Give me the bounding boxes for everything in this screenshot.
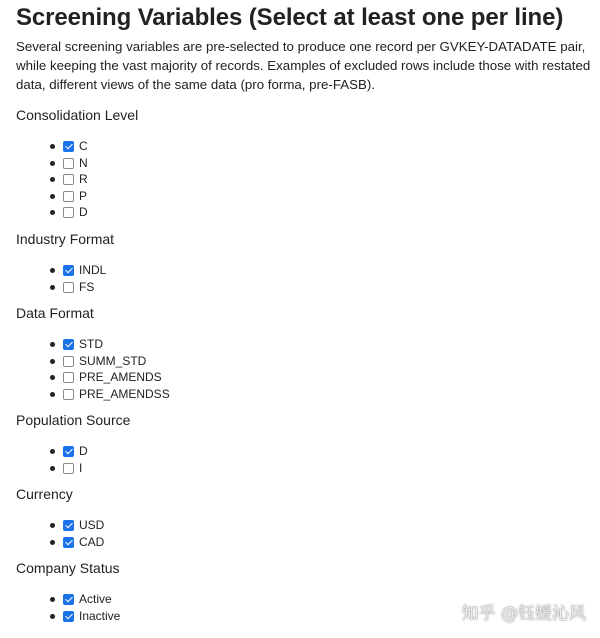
checkmark-icon (65, 611, 73, 619)
bullet-icon (50, 523, 55, 528)
checkbox-icon[interactable] (63, 611, 74, 622)
checkbox-icon[interactable] (63, 191, 74, 202)
checkbox-icon[interactable] (63, 389, 74, 400)
option-item-c[interactable] (0, 138, 88, 155)
checkbox-icon[interactable] (63, 207, 74, 218)
option-item-r[interactable] (0, 171, 88, 188)
option-item-d[interactable] (0, 204, 88, 221)
checkbox-icon[interactable] (63, 520, 74, 531)
option-list-population-source (0, 443, 88, 476)
intro-paragraph: Several screening variables are pre-selected to produce one record per GVKEY-DATADATE pair, while keeping the vast majority of records. Examples of excluded rows include those with restated data, different views of the same data (pro forma, pre-FASB). (16, 39, 591, 92)
section-heading-consolidation-level: Consolidation Level (16, 107, 139, 123)
bullet-icon (50, 268, 55, 273)
checkbox-icon[interactable] (63, 594, 74, 605)
option-list-company-status (0, 591, 121, 624)
checkmark-icon (65, 595, 73, 603)
option-label: USD (79, 518, 105, 532)
checkbox-icon[interactable] (63, 537, 74, 548)
checkmark-icon (65, 340, 73, 348)
bullet-icon (50, 359, 55, 364)
checkmark-icon (65, 266, 73, 274)
checkbox-icon[interactable] (63, 463, 74, 474)
option-label: SUMM_STD (79, 353, 147, 368)
option-item-p[interactable] (0, 188, 88, 205)
option-item-indl[interactable] (0, 262, 107, 279)
option-list-currency (0, 517, 105, 550)
checkbox-icon[interactable] (63, 158, 74, 169)
option-label: N (79, 155, 88, 170)
option-label: R (79, 172, 88, 187)
option-label: INDL (79, 263, 107, 277)
bullet-icon (50, 177, 55, 182)
bullet-icon (50, 449, 55, 454)
bullet-icon (50, 194, 55, 199)
checkmark-icon (65, 521, 73, 529)
bullet-icon (50, 285, 55, 290)
option-item-pre-amends[interactable] (0, 369, 162, 386)
option-item-pre-amendss[interactable] (0, 386, 170, 403)
bullet-icon (50, 614, 55, 619)
checkmark-icon (65, 142, 73, 150)
option-label: D (79, 205, 88, 220)
bullet-icon (50, 466, 55, 471)
bullet-icon (50, 375, 55, 380)
option-label: STD (79, 337, 103, 351)
checkbox-icon[interactable] (63, 174, 74, 185)
page-title: Screening Variables (Select at least one per line) (16, 4, 564, 31)
checkmark-icon (65, 537, 73, 545)
checkbox-icon[interactable] (63, 356, 74, 367)
section-heading-industry-format: Industry Format (16, 231, 115, 247)
section-heading-company-status: Company Status (16, 560, 120, 576)
option-item-cad[interactable] (0, 534, 105, 551)
option-label: FS (79, 279, 95, 294)
option-list-consolidation-level (0, 138, 88, 221)
section-heading-population-source: Population Source (16, 412, 131, 428)
option-label: P (79, 188, 88, 203)
checkbox-icon[interactable] (63, 265, 74, 276)
bullet-icon (50, 540, 55, 545)
bullet-icon (50, 597, 55, 602)
option-label: I (79, 460, 83, 475)
checkbox-icon[interactable] (63, 372, 74, 383)
option-label: Active (79, 592, 112, 606)
option-item-summ-std[interactable] (0, 353, 147, 370)
option-label: D (79, 444, 88, 458)
option-label: Inactive (79, 608, 121, 623)
option-item-std[interactable] (0, 336, 103, 353)
option-item-active[interactable] (0, 591, 112, 608)
checkmark-icon (65, 447, 73, 455)
checkbox-icon[interactable] (63, 339, 74, 350)
watermark: 知乎 @钰媛沁风 (461, 604, 586, 624)
bullet-icon (50, 342, 55, 347)
option-label: C (79, 139, 88, 153)
option-list-industry-format (0, 262, 107, 295)
option-label: PRE_AMENDSS (79, 386, 170, 401)
bullet-icon (50, 144, 55, 149)
option-item-i[interactable] (0, 460, 83, 477)
bullet-icon (50, 161, 55, 166)
checkbox-icon[interactable] (63, 282, 74, 293)
option-item-n[interactable] (0, 155, 88, 172)
bullet-icon (50, 210, 55, 215)
section-heading-currency: Currency (16, 486, 73, 502)
option-item-usd[interactable] (0, 517, 105, 534)
option-label: CAD (79, 534, 105, 549)
option-item-inactive[interactable] (0, 608, 121, 625)
section-heading-data-format: Data Format (16, 305, 94, 321)
checkbox-icon[interactable] (63, 141, 74, 152)
bullet-icon (50, 392, 55, 397)
option-label: PRE_AMENDS (79, 370, 162, 385)
option-item-fs[interactable] (0, 279, 95, 296)
option-item-d[interactable] (0, 443, 88, 460)
option-list-data-format (0, 336, 170, 402)
checkbox-icon[interactable] (63, 446, 74, 457)
